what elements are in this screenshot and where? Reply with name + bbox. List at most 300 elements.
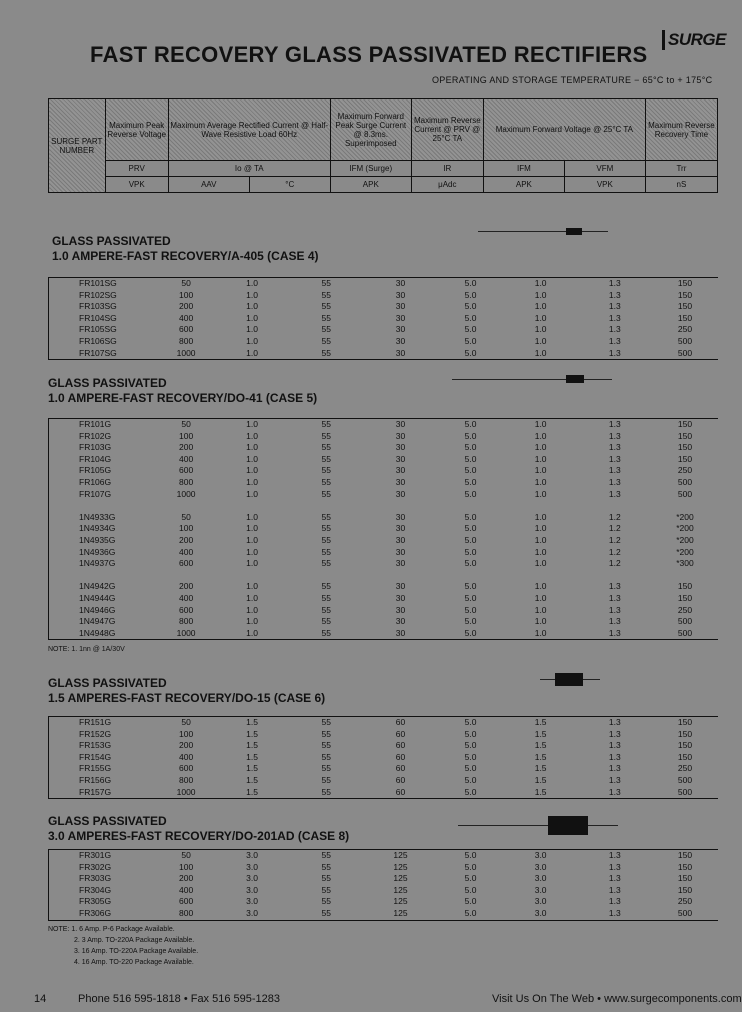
surge-logo: SURGE	[662, 30, 726, 50]
part-number-cell: FR156G	[79, 774, 112, 785]
value-cell: 5.0	[464, 558, 477, 569]
value-cell: 30	[395, 627, 406, 638]
table-row	[49, 581, 719, 593]
value-cell: 1.0	[246, 511, 258, 522]
value-cell: 1.3	[608, 873, 621, 884]
table-row	[49, 717, 719, 729]
value-cell: 1.0	[534, 419, 547, 429]
value-cell: 1.3	[608, 627, 621, 638]
value-cell: 1.5	[534, 763, 547, 774]
value-cell: 60	[395, 717, 406, 727]
part-number-cell: FR105G	[79, 465, 112, 476]
value-cell: 1.0	[534, 278, 547, 288]
value-cell: 100	[179, 728, 194, 739]
value-cell: 600	[179, 558, 194, 569]
value-cell: 5.0	[464, 592, 477, 603]
part-number-cell: 1N4936G	[79, 546, 116, 557]
value-cell: 150	[677, 592, 693, 603]
table-row	[49, 477, 719, 489]
value-cell: 30	[395, 546, 406, 557]
sym-trr: Trr	[645, 161, 717, 177]
value-cell: 5.0	[464, 335, 477, 346]
value-cell	[578, 500, 652, 512]
section-do15-table	[48, 716, 718, 799]
value-cell: 55	[321, 786, 331, 797]
value-cell: 3.0	[534, 884, 547, 895]
value-cell: 5.0	[464, 717, 477, 727]
value-cell: 1.3	[608, 717, 621, 727]
value-cell: 3.0	[246, 907, 258, 918]
header-forward-voltage: Maximum Forward Voltage @ 25°C TA	[483, 99, 645, 161]
page-number: 14	[34, 993, 47, 1005]
table-row	[49, 348, 719, 360]
value-cell: 500	[677, 786, 693, 797]
value-cell: 1.5	[246, 751, 258, 762]
value-cell: 200	[179, 301, 194, 312]
value-cell: 55	[321, 289, 331, 300]
value-cell: 5.0	[464, 604, 477, 615]
sym-ir: IR	[411, 161, 483, 177]
value-cell: 30	[395, 616, 406, 627]
value-cell: 5.0	[464, 453, 477, 464]
value-cell: 5.0	[464, 430, 477, 441]
value-cell: 1.5	[246, 763, 258, 774]
section-do201ad-table	[48, 849, 718, 921]
value-cell: 800	[179, 616, 194, 627]
value-cell: 400	[179, 453, 194, 464]
table-row	[49, 547, 719, 559]
header-max-prv: Maximum Peak Reverse Voltage	[105, 99, 168, 161]
value-cell: 1.0	[534, 453, 547, 464]
value-cell: 1.0	[246, 312, 258, 323]
part-number-cell: FR303G	[79, 873, 112, 884]
value-cell: 55	[321, 558, 331, 569]
value-cell: 1.3	[608, 430, 621, 441]
header-recovery-time: Maximum Reverse Recovery Time	[645, 99, 717, 161]
value-cell: 1.0	[246, 453, 258, 464]
table-row	[49, 419, 719, 431]
value-cell	[504, 500, 578, 512]
value-cell: 1.0	[534, 616, 547, 627]
value-cell: 200	[179, 534, 194, 545]
value-cell: 1.3	[608, 465, 621, 476]
value-cell: 500	[677, 476, 693, 487]
part-number-cell: 1N4942G	[79, 581, 116, 592]
value-cell: 3.0	[534, 873, 547, 884]
value-cell: 600	[179, 465, 194, 476]
value-cell: 5.0	[464, 627, 477, 638]
value-cell: 150	[677, 312, 693, 323]
value-cell: 60	[395, 786, 406, 797]
table-row	[49, 729, 719, 741]
value-cell: 150	[677, 419, 693, 429]
value-cell: 3.0	[534, 850, 547, 860]
value-cell: 1.5	[534, 717, 547, 727]
value-cell: 1.0	[246, 581, 258, 592]
value-cell: 1.0	[246, 616, 258, 627]
unit-uadc: μAdc	[411, 177, 483, 193]
table-row	[49, 313, 719, 325]
value-cell: 400	[179, 884, 194, 895]
value-cell: 55	[321, 604, 331, 615]
value-cell: 1.0	[534, 347, 547, 358]
value-cell: 5.0	[464, 488, 477, 499]
value-cell: 1.0	[534, 534, 547, 545]
table-row	[49, 605, 719, 617]
part-number-cell: FR301G	[79, 850, 112, 860]
value-cell: 50	[181, 278, 191, 288]
value-cell	[289, 570, 363, 582]
value-cell: 1.0	[534, 430, 547, 441]
section-a405-table	[48, 277, 718, 360]
value-cell: 5.0	[464, 740, 477, 751]
value-cell: *200	[676, 546, 694, 557]
part-number-cell: FR106SG	[79, 335, 117, 346]
diode-body-icon	[555, 673, 583, 686]
value-cell: 30	[395, 419, 406, 429]
sym-ifm-surge: IFM (Surge)	[330, 161, 411, 177]
value-cell: 1.0	[534, 465, 547, 476]
footer-website: Visit Us On The Web • www.surgecomponents.com	[492, 993, 742, 1005]
value-cell: 55	[321, 861, 331, 872]
value-cell: 50	[181, 850, 191, 860]
value-cell: 55	[321, 592, 331, 603]
part-number-cell	[49, 570, 158, 582]
section-subtitle: 1.0 AMPERE-FAST RECOVERY/A-405 (CASE 4)	[52, 249, 319, 263]
table-row	[49, 465, 719, 477]
value-cell: 1.0	[246, 324, 258, 335]
table-row	[49, 336, 719, 348]
value-cell: 3.0	[534, 861, 547, 872]
header-surge-current: Maximum Forward Peak Surge Current @ 8.3ms. Superimposed	[330, 99, 411, 161]
value-cell: 1.3	[608, 442, 621, 453]
part-number-cell: FR157G	[79, 786, 112, 797]
value-cell: 100	[179, 861, 194, 872]
value-cell: 55	[321, 442, 331, 453]
part-number-cell: FR102SG	[79, 289, 117, 300]
value-cell: 55	[321, 627, 331, 638]
value-cell	[438, 570, 504, 582]
value-cell: 50	[181, 511, 191, 522]
value-cell: 30	[395, 289, 406, 300]
value-cell	[578, 570, 652, 582]
unit-apk: APK	[330, 177, 411, 193]
value-cell: 1.3	[608, 763, 621, 774]
value-cell: *200	[676, 523, 694, 534]
value-cell: 55	[321, 312, 331, 323]
part-number-cell: FR151G	[79, 717, 112, 727]
value-cell: 60	[395, 751, 406, 762]
value-cell: 200	[179, 581, 194, 592]
sym-vfm: VFM	[564, 161, 645, 177]
table-row	[49, 896, 719, 908]
value-cell: 1.3	[608, 884, 621, 895]
value-cell: 1.3	[608, 616, 621, 627]
value-cell: 5.0	[464, 873, 477, 884]
value-cell	[652, 500, 718, 512]
value-cell: 1000	[176, 627, 196, 638]
value-cell: 1.0	[534, 581, 547, 592]
value-cell: 5.0	[464, 465, 477, 476]
table-row	[49, 558, 719, 570]
value-cell: 1.5	[534, 751, 547, 762]
value-cell: 50	[181, 419, 191, 429]
value-cell: 1.0	[534, 324, 547, 335]
table-row	[49, 628, 719, 640]
value-cell: 55	[321, 884, 331, 895]
value-cell: 600	[179, 324, 194, 335]
table-row	[49, 431, 719, 443]
unit-vpk: VPK	[105, 177, 168, 193]
value-cell: 1.3	[608, 324, 621, 335]
value-cell: 500	[677, 335, 693, 346]
part-number-cell: 1N4934G	[79, 523, 116, 534]
header-part-number: SURGE PART NUMBER	[49, 99, 106, 193]
value-cell: 30	[395, 581, 406, 592]
value-cell: 55	[321, 907, 331, 918]
value-cell: 500	[677, 627, 693, 638]
value-cell: 1.0	[246, 278, 258, 288]
value-cell: 500	[677, 616, 693, 627]
value-cell: 1000	[176, 786, 196, 797]
footnote-4: 4. 16 Amp. TO-220 Package Available.	[74, 959, 194, 966]
diode-body-icon	[548, 816, 588, 835]
value-cell: 500	[677, 907, 693, 918]
value-cell: 5.0	[464, 312, 477, 323]
value-cell: 1.0	[246, 604, 258, 615]
value-cell: 1.5	[534, 740, 547, 751]
value-cell	[157, 500, 215, 512]
table-row	[49, 616, 719, 628]
value-cell: 55	[321, 534, 331, 545]
value-cell: 1.3	[608, 850, 621, 860]
table-row	[49, 278, 719, 290]
diode-do41-icon	[452, 379, 612, 380]
value-cell: 30	[395, 534, 406, 545]
value-cell: 1.2	[608, 523, 621, 534]
value-cell: 1.0	[246, 465, 258, 476]
section-label: GLASS PASSIVATED	[52, 234, 171, 248]
value-cell: 5.0	[464, 896, 477, 907]
value-cell	[215, 570, 289, 582]
value-cell: 55	[321, 523, 331, 534]
value-cell: 1.5	[246, 774, 258, 785]
value-cell: 100	[179, 289, 194, 300]
value-cell: 1.3	[608, 278, 621, 288]
value-cell: 250	[677, 604, 693, 615]
value-cell: 150	[677, 751, 693, 762]
value-cell: 600	[179, 763, 194, 774]
unit-apk-2: APK	[483, 177, 564, 193]
value-cell: 55	[321, 751, 331, 762]
value-cell: 3.0	[246, 850, 258, 860]
value-cell: 5.0	[464, 616, 477, 627]
value-cell: 55	[321, 419, 331, 429]
value-cell: 3.0	[534, 896, 547, 907]
section-do41-note: NOTE: 1. 1nn @ 1A/30V	[48, 646, 125, 653]
table-row	[49, 752, 719, 764]
value-cell: 1.0	[246, 488, 258, 499]
table-row	[49, 787, 719, 799]
value-cell: 5.0	[464, 546, 477, 557]
section-do15-title	[48, 676, 325, 706]
value-cell: 500	[677, 347, 693, 358]
table-row	[49, 301, 719, 313]
value-cell: 3.0	[246, 861, 258, 872]
value-cell: 30	[395, 430, 406, 441]
part-number-cell: 1N4933G	[79, 511, 116, 522]
value-cell: 1.0	[534, 558, 547, 569]
header-avg-current: Maximum Average Rectified Current @ Half-Wave Resistive Load 60Hz	[168, 99, 330, 161]
part-number-cell: FR107G	[79, 488, 112, 499]
part-number-cell: FR106G	[79, 476, 112, 487]
header-reverse-current: Maximum Reverse Current @ PRV @ 25°C TA	[411, 99, 483, 161]
part-number-cell: FR155G	[79, 763, 112, 774]
value-cell: 55	[321, 278, 331, 288]
value-cell: 3.0	[246, 884, 258, 895]
value-cell: 30	[395, 511, 406, 522]
part-number-cell: FR152G	[79, 728, 112, 739]
operating-temperature: OPERATING AND STORAGE TEMPERATURE − 65°C to + 175°C	[432, 75, 713, 85]
value-cell: 1.3	[608, 488, 621, 499]
value-cell: 30	[395, 592, 406, 603]
value-cell: 55	[321, 850, 331, 860]
value-cell: 1.0	[246, 442, 258, 453]
value-cell: 150	[677, 278, 693, 288]
value-cell: 1.0	[246, 627, 258, 638]
value-cell: 5.0	[464, 442, 477, 453]
table-row	[49, 740, 719, 752]
value-cell: 1.0	[534, 335, 547, 346]
unit-aav: AAV	[168, 177, 249, 193]
value-cell: 30	[395, 453, 406, 464]
value-cell: 55	[321, 546, 331, 557]
value-cell: 150	[677, 861, 693, 872]
value-cell: 5.0	[464, 850, 477, 860]
table-row	[49, 290, 719, 302]
value-cell: 150	[677, 717, 693, 727]
value-cell: 5.0	[464, 278, 477, 288]
value-cell: 5.0	[464, 763, 477, 774]
sym-ifm: IFM	[483, 161, 564, 177]
value-cell: 1.0	[246, 301, 258, 312]
value-cell: 55	[321, 774, 331, 785]
value-cell: 1.0	[534, 523, 547, 534]
part-number-cell: FR107SG	[79, 347, 117, 358]
value-cell: 1.5	[246, 717, 258, 727]
value-cell: *300	[676, 558, 694, 569]
value-cell	[652, 570, 718, 582]
part-number-cell: FR305G	[79, 896, 112, 907]
part-number-cell: FR302G	[79, 861, 112, 872]
table-row	[49, 523, 719, 535]
value-cell	[438, 500, 504, 512]
value-cell: 55	[321, 430, 331, 441]
value-cell: 30	[395, 312, 406, 323]
value-cell: 150	[677, 728, 693, 739]
value-cell	[504, 570, 578, 582]
part-number-cell: 1N4946G	[79, 604, 116, 615]
value-cell: 55	[321, 453, 331, 464]
value-cell: 200	[179, 873, 194, 884]
part-number-cell: FR154G	[79, 751, 112, 762]
value-cell: 1.5	[534, 774, 547, 785]
value-cell: 1.5	[246, 728, 258, 739]
part-number-cell: FR105SG	[79, 324, 117, 335]
value-cell: 3.0	[246, 896, 258, 907]
value-cell: 1.3	[608, 740, 621, 751]
value-cell: 1000	[176, 347, 196, 358]
value-cell: 200	[179, 740, 194, 751]
value-cell: 1.0	[246, 534, 258, 545]
value-cell	[289, 500, 363, 512]
value-cell: 500	[677, 774, 693, 785]
value-cell: 400	[179, 592, 194, 603]
value-cell: 125	[393, 896, 408, 907]
value-cell: 1.3	[608, 774, 621, 785]
table-row	[49, 873, 719, 885]
value-cell: 1.0	[534, 301, 547, 312]
value-cell: 1.2	[608, 558, 621, 569]
value-cell: 30	[395, 465, 406, 476]
value-cell: 55	[321, 476, 331, 487]
value-cell: 30	[395, 347, 406, 358]
value-cell: 1.3	[608, 592, 621, 603]
value-cell: 1.3	[608, 335, 621, 346]
value-cell: 1.0	[534, 627, 547, 638]
value-cell: 150	[677, 850, 693, 860]
footnote-3: 3. 16 Amp. TO-220A Package Available.	[74, 948, 199, 955]
value-cell: 1.3	[608, 301, 621, 312]
value-cell: 5.0	[464, 861, 477, 872]
value-cell: 55	[321, 465, 331, 476]
value-cell: 125	[393, 873, 408, 884]
value-cell: 5.0	[464, 289, 477, 300]
part-number-cell: 1N4948G	[79, 627, 116, 638]
value-cell: 1.0	[534, 592, 547, 603]
part-number-cell: FR104G	[79, 453, 112, 464]
value-cell: 30	[395, 476, 406, 487]
diode-a405-icon	[478, 231, 608, 232]
unit-vpk-2: VPK	[564, 177, 645, 193]
value-cell: 1.0	[246, 419, 258, 429]
value-cell: 1.0	[534, 442, 547, 453]
table-row	[49, 775, 719, 787]
value-cell: 800	[179, 335, 194, 346]
value-cell: 800	[179, 774, 194, 785]
value-cell: 400	[179, 312, 194, 323]
table-row	[49, 593, 719, 605]
part-number-cell: FR304G	[79, 884, 112, 895]
value-cell: 1.0	[246, 476, 258, 487]
value-cell	[157, 570, 215, 582]
value-cell: 30	[395, 442, 406, 453]
part-number-cell: FR306G	[79, 907, 112, 918]
value-cell: 30	[395, 335, 406, 346]
value-cell: 5.0	[464, 347, 477, 358]
value-cell: 1.3	[608, 751, 621, 762]
value-cell: 60	[395, 740, 406, 751]
value-cell: 100	[179, 430, 194, 441]
value-cell: 150	[677, 581, 693, 592]
part-number-cell: FR104SG	[79, 312, 117, 323]
value-cell: 1.3	[608, 312, 621, 323]
value-cell: 50	[181, 717, 191, 727]
value-cell: 150	[677, 301, 693, 312]
value-cell: 5.0	[464, 751, 477, 762]
table-row	[49, 442, 719, 454]
footnote-1: NOTE: 1. 6 Amp. P-6 Package Available.	[48, 926, 175, 933]
